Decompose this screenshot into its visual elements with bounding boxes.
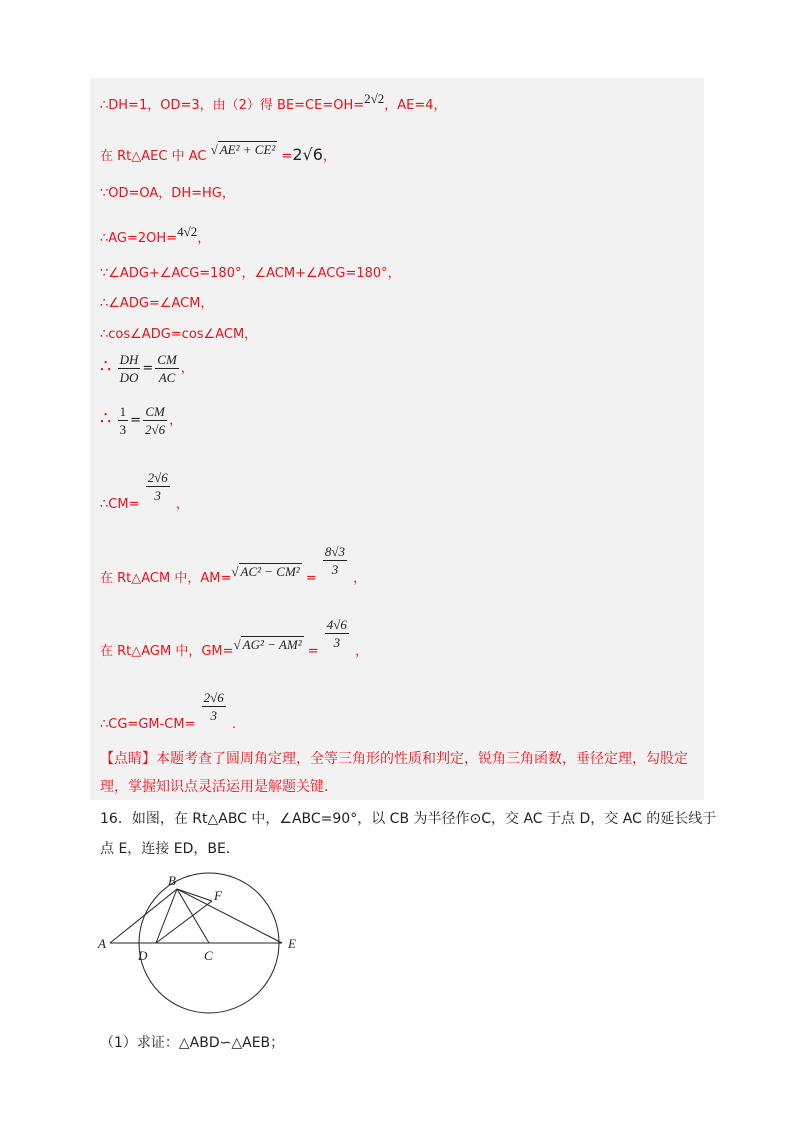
label-c: C [204,948,213,963]
label-d: D [138,948,148,963]
bc-value: 2√2 [364,91,385,106]
solution-line-4: ∴AG=2OH=4√2， [100,224,211,246]
cm-value: $\frac{2√6}{3}$ [147,470,168,503]
cg-value: $\frac{2√6}{3}$ [203,690,224,723]
solution-line-2: 在 Rt△AEC 中 AC √ AE² + CE² =2√6， [100,142,336,164]
geometry-figure [92,868,322,1028]
label-f: F [214,888,222,903]
ac-value: 2√6 [292,145,323,164]
label-b: B [168,873,176,888]
solution-line-1: ∴DH=1，OD=3，由（2）得 BE=CE=OH=2√2，AE=4， [100,91,447,113]
solution-line-13: ∴CG=GM-CM= $\frac{2√6}{3}$ . [100,690,237,732]
solution-line-7: ∴cos∠ADG=cos∠ACM， [100,327,258,342]
solution-line-10: ∴CM= $\frac{2√6}{3}$ ， [100,470,189,512]
fraction-1-3: $\frac{1}{3}$ [119,404,127,437]
line-bf [177,889,212,901]
solution-line-5: ∵∠ADG+∠ACG=180°，∠ACM+∠ACG=180°， [100,266,401,281]
am-value: $\frac{8√3}{3}$ [324,544,346,577]
comment-tag: 【点睛】 [100,751,156,767]
solution-line-12: 在 Rt△AGM 中，GM=√ AG² − AM² = $\frac{4√6}{3}$ ， [100,617,369,659]
gm-value: $\frac{4√6}{3}$ [326,617,347,650]
comment-text: 本题考查了圆周角定理，全等三角形的性质和判定，锐角三角函数，垂径定理，勾股定理，掌握知识点灵活运用是解题关键. [100,751,688,795]
label-a: A [98,936,106,951]
solution-line-8: ∴ $\frac{DH}{DO}$ = $\frac{CM}{AC}$ ， [100,352,194,385]
fraction-cm-ac: $\frac{CM}{AC}$ [157,352,177,385]
radical-ac-cm: √ AC² − CM² [231,564,300,579]
solution-line-3: ∵OD=OA，DH=HG， [100,186,235,201]
question-16-part-1: （1）求证：△ABD∽△AEB； [100,1035,285,1051]
fraction-dh-do: $\frac{DH}{DO}$ [119,352,139,385]
radical-ag-am: √ AG² − AM² [233,637,302,652]
ag-value: 4√2 [177,224,198,239]
radical-ae-ce: √ AE² + CE² [210,142,276,157]
fraction-cm-2root6: $\frac{CM}{2√6}$ [145,404,166,437]
solution-line-6: ∴∠ADG=∠ACM， [100,296,214,311]
solution-line-11: 在 Rt△ACM 中，AM=√ AC² − CM² = $\frac{8√3}{3}$ ， [100,544,367,586]
label-e: E [288,936,296,951]
comment-block [100,745,700,801]
question-16-text: 16．如图，在 Rt△ABC 中，∠ABC=90°，以 CB 为半径作⊙C，交 AC 于点 D，交 AC 的延长线于点 E，连接 ED，BE． [100,811,717,857]
solution-line-9: ∴ $\frac{1}{3}$ = $\frac{CM}{2√6}$ ， [100,404,183,437]
